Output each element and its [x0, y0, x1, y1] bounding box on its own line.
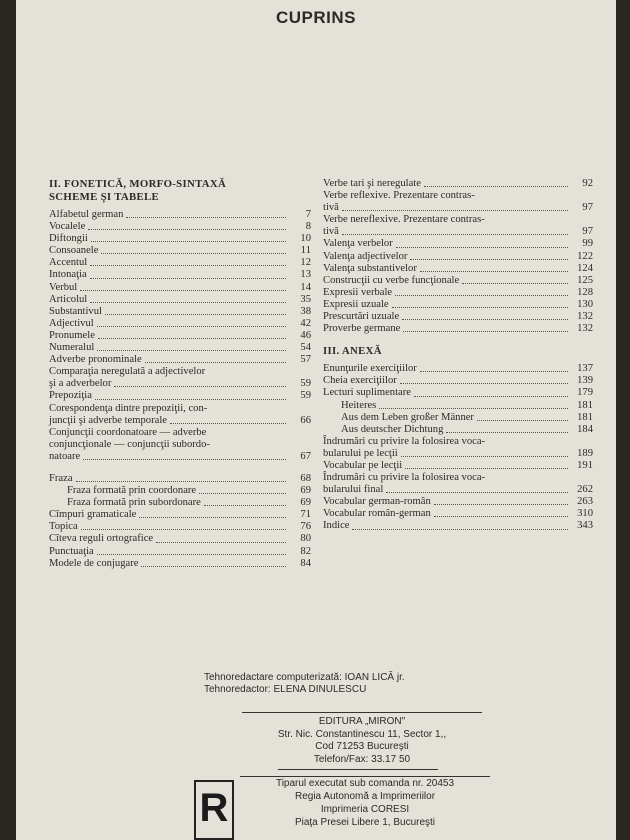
toc-entry: Prescurtări uzuale 132 [323, 311, 593, 323]
page-title: CUPRINS [275, 8, 356, 27]
toc-entry: Topica 76 [49, 521, 311, 533]
toc-entry: Valenţa verbelor 99 [323, 238, 593, 250]
section-subheading-ii: SCHEME ŞI TABELE [49, 191, 160, 203]
toc-entry: Modele de conjugare 84 [49, 557, 311, 569]
print-order: Tiparul executat sub comanda nr. 20453 [240, 776, 490, 790]
toc-entry: Intonaţia 13 [49, 269, 311, 281]
toc-entry: Lecturi suplimentare 179 [323, 387, 593, 399]
toc-entry: Articolul 35 [49, 293, 311, 305]
toc-entry-comparatia: Comparaţia neregulată a adjectivelor şi a adverbelor 59 [49, 366, 311, 390]
toc-entry: Adjectivul 42 [49, 317, 311, 329]
toc-entry-verbe-nereflexive: Verbe nereflexive. Prezentare contras- tivă 97 [323, 214, 593, 238]
printer-name: Imprimeria CORESI [320, 804, 410, 815]
toc-left-column [49, 178, 311, 570]
toc-entry: Cîmpuri gramaticale 71 [49, 509, 311, 521]
publisher-postal-code: Cod 71253 Bucureşti [315, 741, 409, 752]
publisher-address: Str. Nic. Constantinescu 11, Sector 1,, [277, 728, 447, 740]
printer-address: Piaţa Presei Libere 1, Bucureşti [294, 817, 436, 828]
printer-logo-icon: R [194, 780, 234, 840]
toc-entry-verbe-reflexive: Verbe reflexive. Prezentare contras- tivă 97 [323, 190, 593, 214]
toc-entry: Construcţii cu verbe funcţionale 125 [323, 274, 593, 286]
toc-subentry: Fraza formată prin coordonare 69 [67, 485, 311, 497]
toc-entry: Fraza 68 [49, 472, 311, 484]
toc-entry: Consoanele 11 [49, 245, 311, 257]
printer-authority: Regia Autonomă a Imprimeriilor [294, 791, 436, 802]
toc-entry-conjunctii: Conjuncţii coordonatoare — adverbe conjuncţionale — conjuncţii subordo- natoare 67 [49, 426, 311, 462]
book-page [16, 0, 616, 840]
toc-entry: Numeralul 54 [49, 342, 311, 354]
section-heading-iii: III. ANEXĂ [323, 345, 382, 358]
toc-entry: Punctuaţia 82 [49, 545, 311, 557]
publisher-name: EDITURA „MIRON" [318, 716, 406, 727]
toc-entry: Vocabular pe lecţii 191 [323, 459, 593, 471]
toc-entry: Accentul 12 [49, 257, 311, 269]
toc-entry: Expresii verbale 128 [323, 286, 593, 298]
toc-entry: Adverbe pronominale 57 [49, 354, 311, 366]
toc-entry: Alfabetul german 7 [49, 209, 311, 220]
toc-entry: Verbul 14 [49, 281, 311, 293]
technical-editor-credit: Tehnoredactor: ELENA DINULESCU [204, 684, 367, 695]
toc-entry: Prepoziţia 59 [49, 390, 311, 402]
toc-entry: Pronumele 46 [49, 329, 311, 341]
toc-entry: Valenţa adjectivelor 122 [323, 250, 593, 262]
toc-entry: Vocabular german-român 263 [323, 496, 593, 508]
typesetting-credit: Tehnoredactare computerizată: IOAN LICĂ jr. [204, 672, 405, 683]
toc-entry: Diftongii 10 [49, 233, 311, 245]
toc-entry: Vocalele 8 [49, 221, 311, 233]
toc-subentry: Aus deutscher Dichtung 184 [341, 423, 593, 435]
toc-entry: Verbe tari şi neregulate 92 [323, 178, 593, 189]
toc-entry-indrumari-final: Îndrumări cu privire la folosirea voca- bularului final 262 [323, 472, 593, 496]
toc-entry: Expresii uzuale 130 [323, 298, 593, 310]
section-heading-ii: II. FONETICĂ, MORFO-SINTAXĂ [49, 178, 227, 190]
toc-entry: Indice 343 [323, 520, 593, 532]
toc-entry: Substantivul 38 [49, 305, 311, 317]
toc-entry-indrumari-lectii: Îndrumări cu privire la folosirea voca- bularului pe lecţii 189 [323, 435, 593, 459]
toc-subentry: Aus dem Leben großer Männer 181 [341, 411, 593, 423]
toc-right-column [323, 178, 593, 533]
publisher-phone: Telefon/Fax: 33.17 50 [313, 753, 411, 765]
publisher-block [242, 712, 482, 766]
toc-entry: Proverbe germane 132 [323, 323, 593, 335]
toc-entry: Vocabular român-german 310 [323, 508, 593, 520]
toc-subentry: Fraza formată prin subordonare 69 [67, 497, 311, 509]
toc-entry: Cîteva reguli ortografice 80 [49, 533, 311, 545]
toc-entry: Valenţa substantivelor 124 [323, 262, 593, 274]
toc-entry-corespondenta: Corespondenţa dintre prepoziţii, con- juncţii şi adverbe temporale 66 [49, 402, 311, 426]
toc-entry: Cheia exerciţiilor 139 [323, 375, 593, 387]
toc-subentry: Heiteres 181 [341, 399, 593, 411]
printer-block [194, 776, 494, 840]
toc-entry: Enunţurile exerciţiilor 137 [323, 363, 593, 375]
